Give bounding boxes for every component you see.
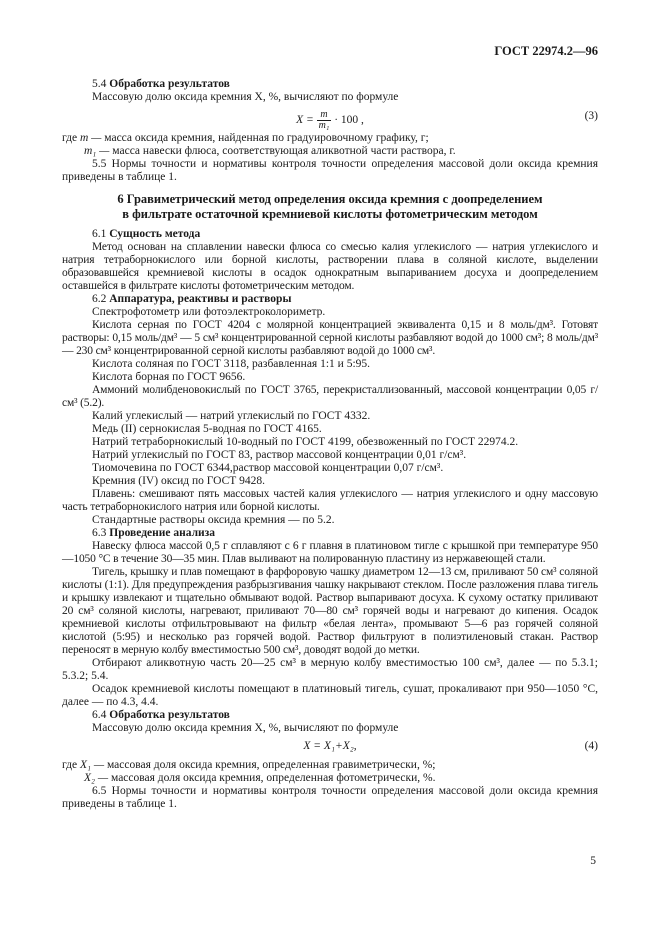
section-5-4-text: Массовую долю оксида кремния X, %, вычисляют по формуле <box>92 91 399 103</box>
reagent-item: Плавень: смешивают пять массовых частей калия углекислого — натрия углекислого и одну массовую часть тетраборнокислого натрия или борной кислоты. <box>62 488 598 513</box>
equation-number: (4) <box>584 740 598 752</box>
procedure-paragraph: Отбирают аликвотную часть 20—25 см³ в мерную колбу вместимостью 100 см³, далее — по 5.3.1; 5.3.2; 5.4. <box>62 657 598 682</box>
definition: масса оксида кремния, найденная по градуировочному графику, г; <box>104 132 429 144</box>
section-number: 6.1 <box>92 228 107 240</box>
section-5-5: 5.5 Нормы точности и нормативы контроля точности определения массовой доли оксида кремния приведены в таблице 1. <box>62 158 598 183</box>
reagent-item: Стандартные растворы оксида кремния — по 5.2. <box>92 514 335 526</box>
where-lead: где <box>62 759 78 771</box>
page-content <box>62 78 598 811</box>
where-3-item-1 <box>62 132 598 145</box>
where-4-item-1 <box>62 759 598 772</box>
section-6-4-heading <box>62 709 598 722</box>
section-6-3-heading <box>62 527 598 540</box>
reagent-item: Кремния (IV) оксид по ГОСТ 9428. <box>92 475 266 487</box>
section-number: 6.4 <box>92 709 107 721</box>
reagent-item: Натрий углекислый по ГОСТ 83, раствор массовой концентрации 0,01 г/см³. <box>92 449 467 461</box>
reagent-item: Кислота борная по ГОСТ 9656. <box>92 371 246 383</box>
reagent-item: Натрий тетраборнокислый 10-водный по ГОСТ 4199, обезвоженный по ГОСТ 22974.2. <box>92 436 519 448</box>
equation-number: (3) <box>584 110 598 122</box>
reagent-item: Кислота серная по ГОСТ 4204 с молярной концентрацией эквивалента 0,15 и 8 моль/дм³. Готовят растворы: 0,15 моль/дм³ — 5 см³ концентрированной серной кислоты разбавляют водой до 1000 см³; 8 моль/дм³ — 230 см³ концентрированной серной кислоты разбавляют водой до 1000 см³. <box>62 319 598 357</box>
section-title: Обработка результатов <box>109 709 230 721</box>
formula-expression: X = X₁+X₂, <box>303 740 357 752</box>
section-title: Сущность метода <box>109 228 201 240</box>
section-title: Обработка результатов <box>109 78 230 90</box>
chapter-title-line-2: в фильтрате остаточной кремниевой кислоты фотометрическим методом <box>122 207 538 221</box>
reagent-item: Тиомочевина по ГОСТ 6344,раствор массовой концентрации 0,07 г/см³. <box>92 462 444 474</box>
reagent-item: Аммоний молибденовокислый по ГОСТ 3765, перекристаллизованный, массовой концентрации 0,05 г/см³ (5.2). <box>62 384 598 409</box>
procedure-paragraph: Навеску флюса массой 0,5 г сплавляют с 6 г плавня в платиновом тигле с крышкой при температуре 950—1050 °С в течение 30—35 мин. Плав выливают на полированную пластину из нержавеющей стали. <box>62 540 598 565</box>
symbol: m₁ — <box>84 145 110 157</box>
procedure-paragraph: Осадок кремниевой кислоты помещают в платиновый тигель, сушат, прокаливают при 950—1050 °С, далее — по 4.3, 4.4. <box>62 683 598 708</box>
section-number: 5.4 <box>92 78 107 90</box>
where-lead: где <box>62 132 78 144</box>
section-number: 6.3 <box>92 527 107 539</box>
reagent-item: Кислота соляная по ГОСТ 3118, разбавленная 1:1 и 5:95. <box>92 358 371 370</box>
section-6-4-text: Массовую долю оксида кремния X, %, вычисляют по формуле <box>92 722 399 734</box>
section-title: Проведение анализа <box>109 527 216 539</box>
section-6-1-heading <box>62 228 598 241</box>
formula-4 <box>62 735 598 759</box>
section-number: 6.2 <box>92 293 107 305</box>
formula-lhs: X = <box>296 114 314 127</box>
chapter-6-heading <box>62 192 598 222</box>
chapter-title-line-1: 6 Гравиметрический метод определения оксида кремния с доопределением <box>117 192 543 206</box>
symbol: m — <box>79 132 102 144</box>
section-title: Аппаратура, реактивы и растворы <box>109 293 292 305</box>
definition: масса навески флюса, соответствующая аликвотной части раствора, г. <box>112 145 456 157</box>
page-number: 5 <box>590 855 596 867</box>
section-6-1-text: Метод основан на сплавлении навески флюса со смесью калия углекислого — натрия углекислого и натрия тетраборнокислого или борной кислоты, растворении плава в соляной кислоте, выделении образовавшейся кремниевой кислоты в осадок однократным выпариванием досуха и доопределением оставшейся в фильтрате кислоты фотометрическим методом. <box>62 241 598 292</box>
formula-3 <box>62 104 598 132</box>
section-6-2-heading <box>62 293 598 306</box>
section-5-4-heading <box>62 78 598 91</box>
procedure-paragraph: Тигель, крышку и плав помещают в фарфоровую чашку диаметром 12—13 см, приливают 50 см³ соляной кислоты (1:1). Для предупреждения разбрызгивания чашку накрывают стеклом. После разложения плава тигель и крышку извлекают и тщательно обмывают водой. Раствор выпаривают досуха. К сухому остатку приливают 20 см³ соляной кислоты, нагревают, приливают 70—80 см³ горячей воды и нагревают до кипения. Осадок кремниевой кислоты отфильтровывают на фильтр «белая лента», промывают 5—6 раз горячей соляной кислотой (5:95) и несколько раз горячей водой. Раствор фильтруют в полиэтиленовый стакан. Раствор переносят в мерную колбу вместимостью 500 см³, доводят водой до метки. <box>62 566 598 656</box>
where-3-item-2 <box>62 145 598 158</box>
formula-rhs: · 100 , <box>334 114 364 127</box>
symbol: X₂ — <box>84 772 109 784</box>
formula-fraction <box>317 110 332 131</box>
fraction-denominator: m₁ <box>318 120 330 131</box>
fraction-numerator: m <box>317 110 332 121</box>
reagent-item: Калий углекислый — натрий углекислый по ГОСТ 4332. <box>92 410 371 422</box>
document-code: ГОСТ 22974.2—96 <box>494 44 598 58</box>
reagent-item: Медь (II) сернокислая 5-водная по ГОСТ 4165. <box>92 423 322 435</box>
where-4-item-2 <box>62 772 598 785</box>
definition: массовая доля оксида кремния, определенная гравиметрически, %; <box>106 759 436 771</box>
definition: массовая доля оксида кремния, определенная фотометрически, %. <box>111 772 436 784</box>
symbol: X₁ — <box>79 759 105 771</box>
section-6-5: 6.5 Нормы точности и нормативы контроля точности определения массовой доли оксида кремния приведены в таблице 1. <box>62 785 598 810</box>
reagent-item: Спектрофотометр или фотоэлектроколориметр. <box>92 306 326 318</box>
